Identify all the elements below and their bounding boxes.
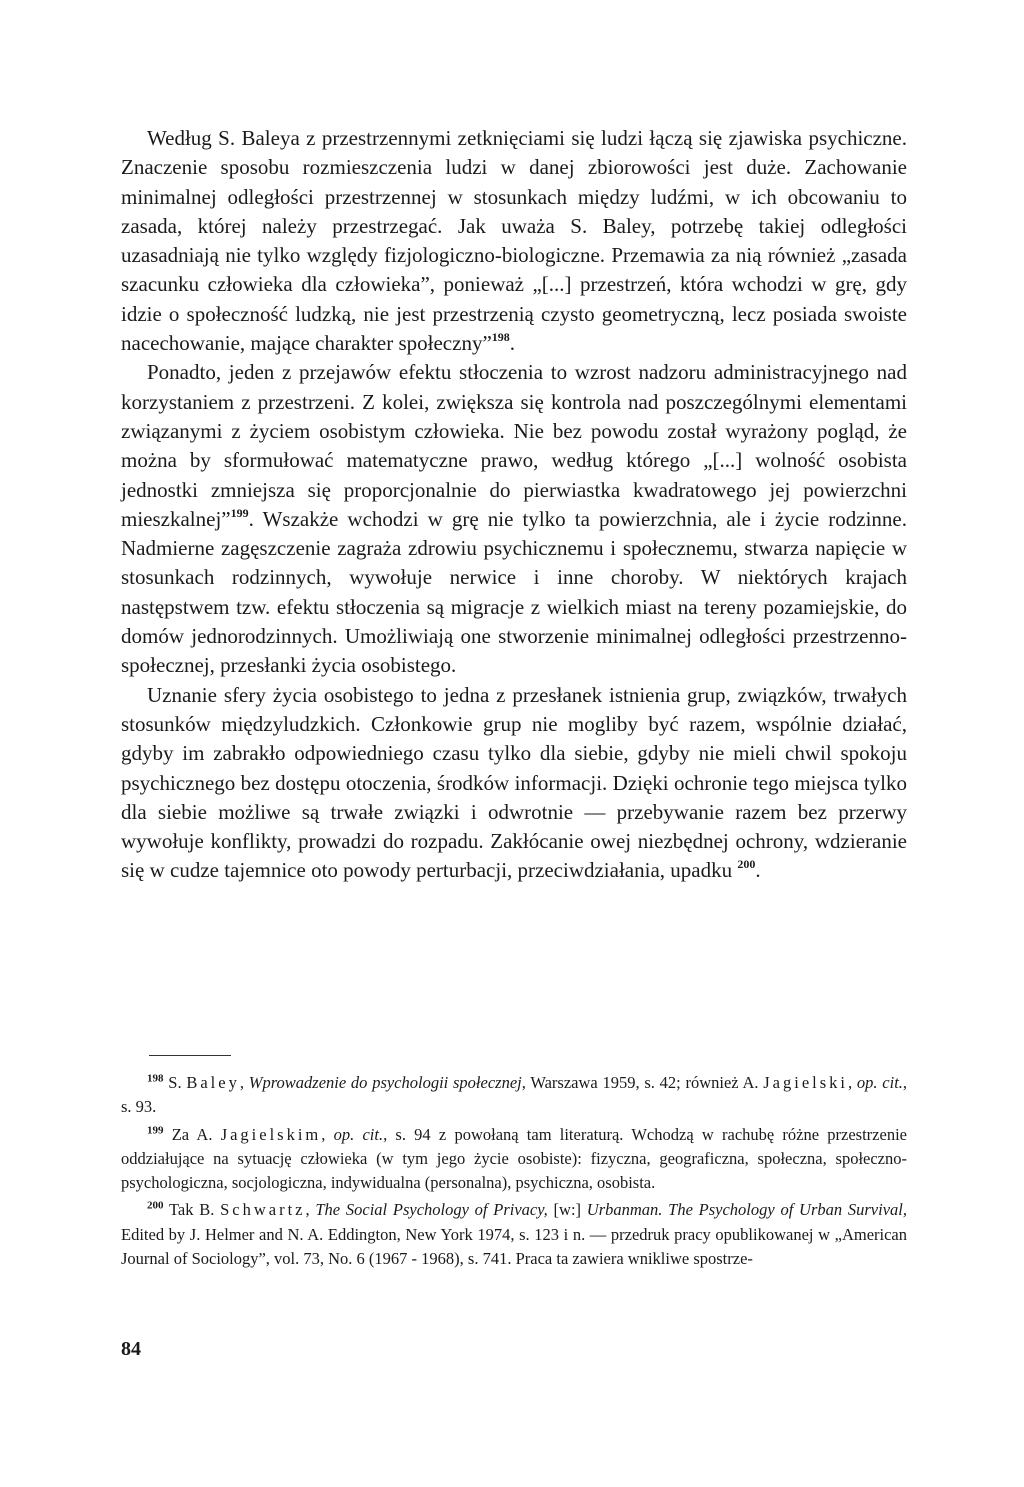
paragraph-3 (121, 681, 907, 886)
paragraph-text: Uznanie sfery życia osobistego to jedna z przesłanek istnienia grup, związków, trwałych stosunków międzyludzkich. Członkowie grup nie mogliby być razem, wspólnie działać, gdyby im zabrakło odpowiedniego czasu tylko dla siebie, gdyby nie mieli chwil spokoju psychicznego bez dostępu otoczenia, środków informacji. Dzięki ochronie tego miejsca tylko dla siebie możliwe są trwałe związki i odwrotnie — przebywanie razem bez przerwy wywołuje konflikty, prowadzi do rozpadu. Zakłócanie owej niezbędnej ochrony, wdzieranie się w cudze tajemnice oto powody perturbacji, przeciwdziałania, upadku (121, 682, 907, 883)
footnote-separator (149, 1055, 231, 1056)
footnote-199 (121, 1123, 907, 1196)
footnote-title: op. cit. (333, 1124, 384, 1144)
footnote-ref-198[interactable]: 198 (491, 330, 510, 345)
footnote-author: Jagielski (763, 1073, 849, 1092)
footnote-title: Urbanman. The Psychology of Urban Survival, (586, 1200, 907, 1220)
footnote-number: 199 (147, 1124, 164, 1137)
footnote-text: [w:] (547, 1200, 587, 1220)
footnote-ref-200[interactable]: 200 (737, 857, 756, 872)
paragraph-2 (121, 358, 907, 680)
footnote-number: 200 (147, 1199, 164, 1212)
body-text (121, 124, 907, 886)
footnote-198 (121, 1071, 907, 1120)
footnotes (121, 1071, 907, 1271)
footnote-title: Wprowadzenie do psychologii społecznej (248, 1073, 522, 1092)
footnote-text: , (848, 1073, 857, 1092)
footnote-author: Jagielskim (220, 1124, 322, 1144)
footnote-author: Schwartz (220, 1200, 306, 1220)
footnote-text: , Warszawa 1959, s. 42; również A. (521, 1073, 764, 1092)
footnote-text: Za A. (171, 1124, 221, 1144)
footnote-author: Baley (186, 1073, 240, 1092)
page-number: 84 (121, 1338, 141, 1360)
footnote-text: , (321, 1124, 334, 1144)
footnote-text: , (239, 1073, 249, 1092)
footnote-text: S. (168, 1073, 187, 1092)
footnote-200 (121, 1198, 907, 1271)
footnote-text: , s. 93. (121, 1073, 908, 1117)
paragraph-1 (121, 124, 907, 358)
footnote-number: 198 (147, 1072, 164, 1085)
footnote-text: , (305, 1200, 316, 1220)
paragraph-text: . (509, 331, 516, 356)
paragraph-text: Według S. Baleya z przestrzennymi zetknięciami się ludzi łączą się zjawiska psychiczne. Znaczenie sposobu rozmieszczenia ludzi w danej zbiorowości jest duże. Zachowanie minimalnej odległości przestrzennej w stosunkach między ludźmi, w ich obcowaniu to zasada, której należy przestrzegać. Jak uważa S. Baley, potrzebę takiej odległości uzasadniają nie tylko względy fizjologiczno-biologiczne. Przemawia za nią również „zasada szacunku człowieka dla człowieka”, ponieważ „[...] przestrzeń, która wchodzi w grę, gdy idzie o społeczność ludzką, nie jest przestrzenią czysto geometryczną, lecz posiada swoiste nacechowanie, mające charakter społeczny” (121, 126, 907, 356)
main-text (121, 124, 907, 886)
paragraph-text: Ponadto, jeden z przejawów efektu stłoczenia to wzrost nadzoru administracyjnego nad korzystaniem z przestrzeni. Z kolei, zwiększa się kontrola nad poszczególnymi elementami związanymi z życiem osobistym człowieka. Nie bez powodu został wyrażony pogląd, że można by sformułować matematyczne prawo, według którego „[...] wolność osobista jednostki zmniejsza się proporcjonalnie do pierwiastka kwadratowego jej powierzchni mieszkalnej” (121, 360, 907, 531)
paragraph-text: . (755, 858, 761, 883)
footnote-text: Tak B. (168, 1200, 221, 1220)
paragraph-text: . Wszakże wchodzi w grę nie tylko ta powierzchnia, ale i życie rodzinne. Nadmierne zagęszczenie zagraża zdrowiu psychicznemu i społecznemu, stwarza napięcie w stosunkach rodzinnych, wywołuje nerwice i inne choroby. W niektórych krajach następstwem tzw. efektu stłoczenia są migracje z wielkich miast na tereny pozamiejskie, do domów jednorodzinnych. Umożliwiają one stworzenie minimalnej odległości przestrzenno-społecznej, przesłanki życia osobistego. (121, 506, 907, 678)
footnote-text: Edited by J. Helmer and N. A. Eddington, New York 1974, s. 123 i n. — przedruk pracy opublikowanej w „American Journal of Sociology”, vol. 73, No. 6 (1967 - 1968), s. 741. Praca ta zawiera wnikliwe spostrze- (121, 1224, 907, 1269)
footnote-title: The Social Psychology of Privacy, (315, 1200, 548, 1220)
footnote-text: , s. 94 z powołaną tam literaturą. Wchodzą w rachubę różne przestrzenie oddziałujące na sytuację człowieka (w tym jego życie osobiste): fizyczna, geograficzna, społeczna, społeczno-psychologiczna, socjologiczna, indywidualna (personalna), psychiczna, osobista. (121, 1124, 907, 1193)
footnote-ref-199[interactable]: 199 (230, 505, 249, 520)
footnote-title: op. cit. (856, 1073, 903, 1092)
